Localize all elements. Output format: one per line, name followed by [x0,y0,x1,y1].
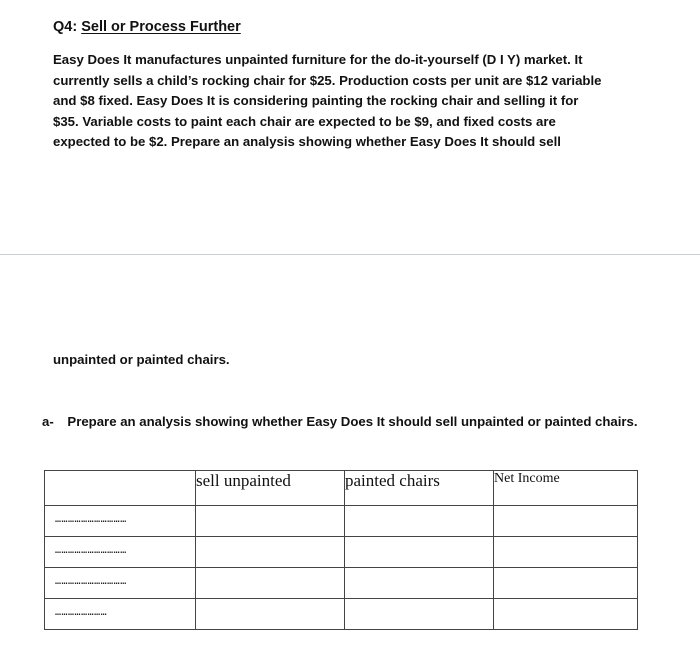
net-income-cell[interactable] [494,568,638,599]
row-label-cell[interactable] [45,537,196,568]
net-income-cell[interactable] [494,537,638,568]
header-painted-chairs: painted chairs [345,471,494,506]
table-row [45,506,638,537]
part-a-prompt [42,414,638,429]
table-row [45,537,638,568]
sell-unpainted-cell[interactable] [196,537,345,568]
painted-chairs-cell[interactable] [345,537,494,568]
part-a-label: a- [42,414,54,429]
problem-line: $35. Variable costs to paint each chair are expected to be $9, and fixed costs are [53,113,556,129]
row-label-cell[interactable] [45,506,196,537]
row-label: …………………… [55,607,108,618]
page-divider [0,254,700,255]
table-row [45,568,638,599]
problem-statement [53,50,653,153]
problem-continuation: unpainted or painted chairs. [53,352,230,367]
problem-line: currently sells a child’s rocking chair for $25. Production costs per unit are $12 variable [53,72,602,88]
sell-unpainted-cell[interactable] [196,506,345,537]
sell-unpainted-cell[interactable] [196,568,345,599]
problem-line: expected to be $2. Prepare an analysis showing whether Easy Does It should sell [53,134,561,149]
table-row [45,599,638,630]
painted-chairs-cell[interactable] [345,568,494,599]
question-heading [53,19,241,35]
row-label-cell[interactable] [45,599,196,630]
problem-line: Easy Does It manufactures unpainted furniture for the do-it-yourself (D I Y) market. It [53,52,583,67]
header-blank [45,471,196,506]
net-income-cell[interactable] [494,506,638,537]
row-label: …………………………… [55,514,127,525]
part-a-text: Prepare an analysis showing whether Easy Does It should sell unpainted or painted chairs. [67,414,638,429]
painted-chairs-cell[interactable] [345,506,494,537]
row-label: …………………………… [55,545,127,556]
header-net-income: Net Income [494,471,638,506]
painted-chairs-cell[interactable] [345,599,494,630]
row-label: …………………………… [55,576,127,587]
net-income-cell[interactable] [494,599,638,630]
sell-unpainted-cell[interactable] [196,599,345,630]
table-header-row [45,471,638,506]
question-number: Q4: [53,19,78,35]
analysis-table [44,470,638,630]
problem-line: and $8 fixed. Easy Does It is considering painting the rocking chair and selling it for [53,93,579,108]
question-title: Sell or Process Further [81,19,241,35]
row-label-cell[interactable] [45,568,196,599]
header-sell-unpainted: sell unpainted [196,471,345,506]
